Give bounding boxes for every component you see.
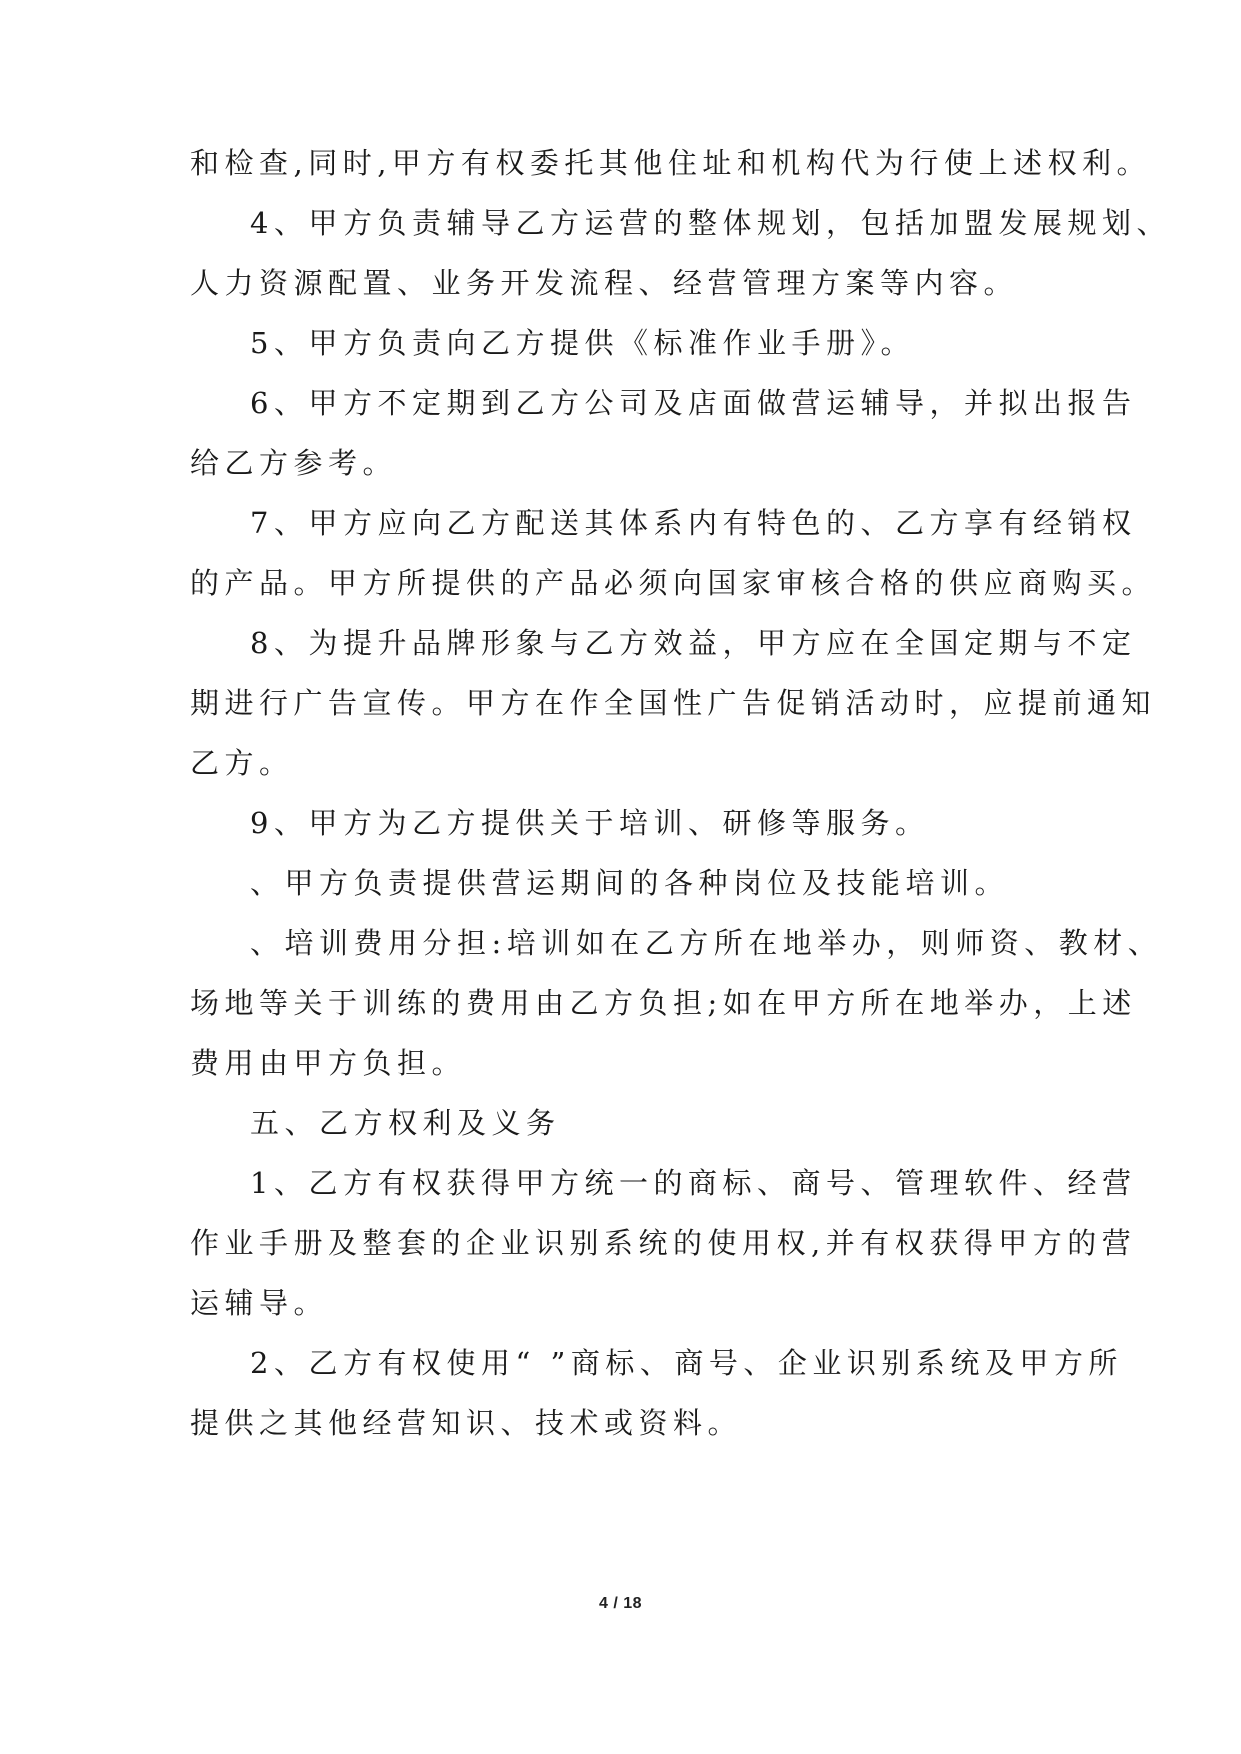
paragraph-line: 期进行广告宣传。甲方在作全国性广告促销活动时，应提前通知: [190, 686, 1157, 720]
paragraph-line: 和检查,同时,甲方有权委托其他住址和机构代为行使上述权利。: [190, 146, 1151, 180]
page-number: 4 / 18: [598, 1595, 643, 1612]
paragraph-line: 8、为提升品牌形象与乙方效益，甲方应在全国定期与不定: [250, 626, 1137, 660]
paragraph-line: 给乙方参考。: [190, 446, 398, 480]
paragraph-line: 场地等关于训练的费用由乙方负担;如在甲方所在地举办，上述: [190, 986, 1137, 1020]
paragraph-line: 人力资源配置、业务开发流程、经营管理方案等内容。: [190, 266, 1019, 300]
section-heading: 五、乙方权利及义务: [250, 1106, 561, 1140]
paragraph-line: 9、甲方为乙方提供关于培训、研修等服务。: [250, 806, 930, 840]
paragraph-line: 的产品。甲方所提供的产品必须向国家审核合格的供应商购买。: [190, 566, 1157, 600]
paragraph-line: 乙方。: [190, 746, 294, 780]
paragraph-line: 作业手册及整套的企业识别系统的使用权,并有权获得甲方的营: [190, 1226, 1137, 1260]
paragraph-line: 1、乙方有权获得甲方统一的商标、商号、管理软件、经营: [250, 1166, 1137, 1200]
paragraph-line: 、培训费用分担:培训如在乙方所在地举办，则师资、教材、: [250, 926, 1163, 960]
paragraph-line: 4、甲方负责辅导乙方运营的整体规划，包括加盟发展规划、: [250, 206, 1171, 240]
paragraph-line: 提供之其他经营知识、技术或资料。: [190, 1406, 743, 1440]
paragraph-line: 5、甲方负责向乙方提供《标准作业手册》。: [250, 326, 915, 360]
paragraph-line: 7、甲方应向乙方配送其体系内有特色的、乙方享有经销权: [250, 506, 1137, 540]
paragraph-line: 费用由甲方负担。: [190, 1046, 467, 1080]
paragraph-line: 2、乙方有权使用“ ”商标、商号、企业识别系统及甲方所: [250, 1346, 1123, 1380]
paragraph-line: 、甲方负责提供营运期间的各种岗位及技能培训。: [250, 866, 1010, 900]
paragraph-line: 6、甲方不定期到乙方公司及店面做营运辅导，并拟出报告: [250, 386, 1137, 420]
paragraph-line: 运辅导。: [190, 1286, 329, 1320]
